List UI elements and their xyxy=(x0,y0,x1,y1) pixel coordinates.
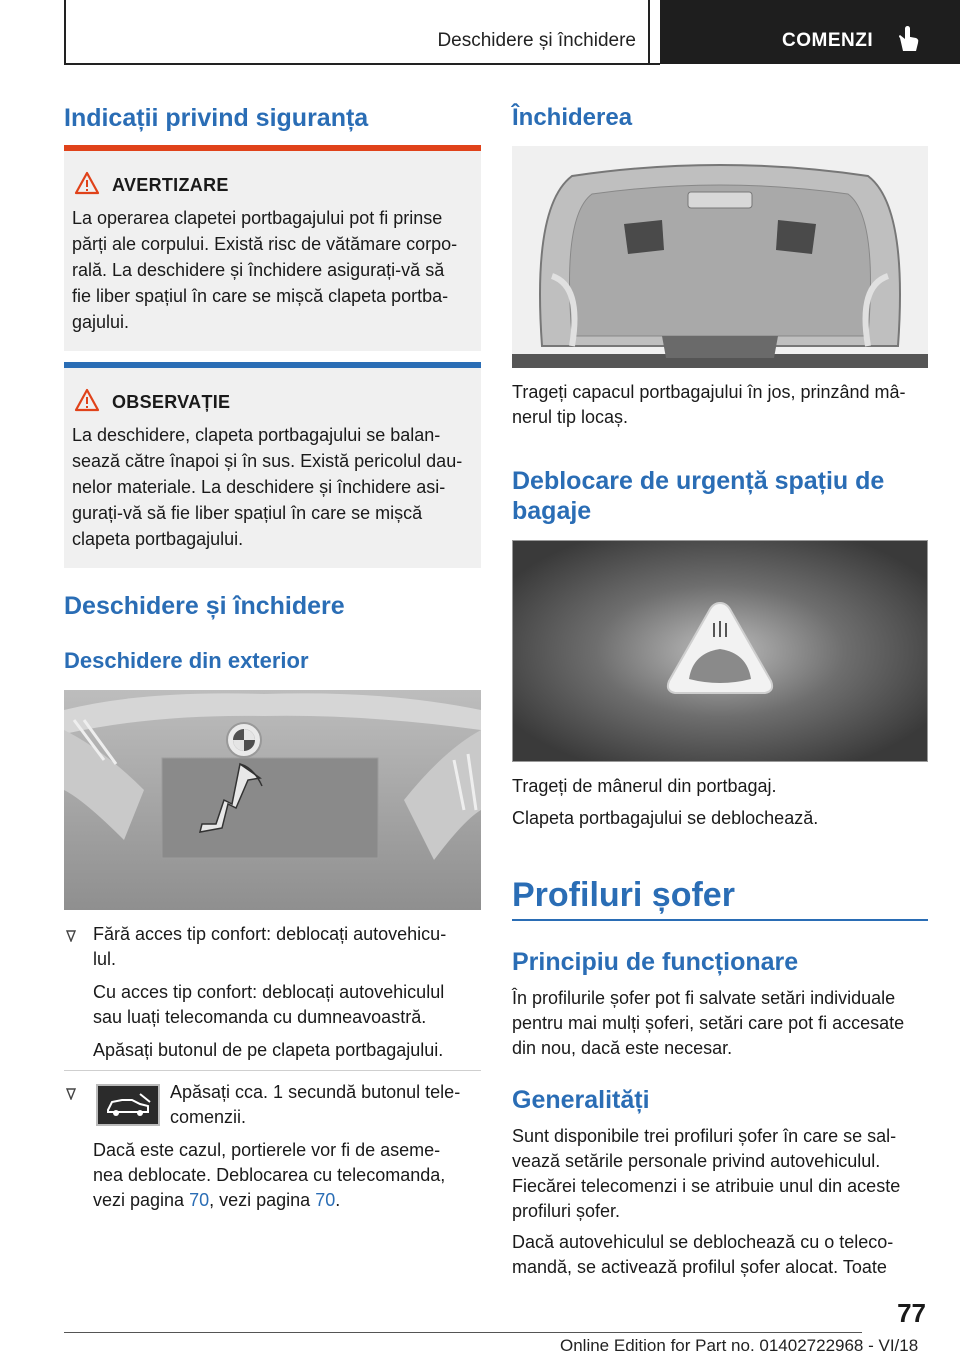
step1-line: Fără acces tip confort: deblocați autovehicu- xyxy=(93,924,447,944)
step2-line: comenzii. xyxy=(170,1107,247,1127)
principle-line: pentru mai mulți șoferi, setări care pot fi accesate xyxy=(512,1013,905,1033)
car-trunk-button-icon xyxy=(96,1084,160,1126)
notice-line: La deschidere, clapeta portbagajului se balan- xyxy=(72,425,441,445)
warning-bar xyxy=(64,145,481,151)
warning-line: rală. La deschidere și închidere asigurați-vă să xyxy=(72,260,445,280)
step1-sub-line: sau luați telecomanda cu dumneavoastră. xyxy=(93,1007,427,1027)
open-close-heading: Deschidere și închidere xyxy=(64,592,345,620)
warning-line: gajului. xyxy=(72,312,130,332)
remote-paragraph-line: Dacă este cazul, portierele vor fi de aseme- xyxy=(93,1140,441,1160)
principle-line: din nou, dacă este necesar. xyxy=(512,1038,733,1058)
principle-line: În profilurile șofer pot fi salvate setări individuale xyxy=(512,988,896,1008)
hand-pointer-icon xyxy=(894,24,922,54)
general-line: Dacă autovehiculul se deblochează cu o teleco- xyxy=(512,1232,894,1252)
header-chapter-tab[interactable] xyxy=(660,0,960,64)
warning-line: La operarea clapetei portbagajului pot fi prinse xyxy=(72,208,443,228)
warning-line: părți ale corpului. Există risc de vătămare corpo- xyxy=(72,234,458,254)
trunk-lid-interior-illustration xyxy=(512,146,928,368)
trunk-exterior-illustration xyxy=(64,690,481,910)
step1-sub-line: Apăsați butonul de pe clapeta portbagajului. xyxy=(93,1040,444,1060)
emergency-release-illustration xyxy=(512,540,928,762)
emergency-heading xyxy=(512,466,884,526)
step-arrow-icon xyxy=(66,930,76,942)
general-text-1 xyxy=(512,1124,932,1224)
closing-line: nerul tip locaș. xyxy=(512,407,629,427)
step1-text xyxy=(93,922,479,1063)
page-header xyxy=(0,0,960,66)
general-line: profiluri șofer. xyxy=(512,1201,621,1221)
footer-rule xyxy=(64,1332,862,1333)
warning-text xyxy=(72,205,476,335)
emergency-heading-line: bagaje xyxy=(512,497,592,525)
page-link[interactable]: 70 xyxy=(189,1190,210,1210)
page-number: 77 xyxy=(897,1298,926,1328)
profiles-heading: Profiluri șofer xyxy=(512,876,735,914)
principle-heading: Principiu de funcționare xyxy=(512,948,799,976)
notice-text xyxy=(72,422,476,552)
warning-box xyxy=(64,145,481,351)
closing-text xyxy=(512,380,930,430)
notice-triangle-icon xyxy=(74,388,100,412)
remote-paragraph-line: nea deblocate. Deblocarea cu telecomanda, xyxy=(93,1165,446,1185)
general-text-2 xyxy=(512,1230,932,1280)
step-divider xyxy=(64,1070,481,1071)
emergency-text-2: Clapeta portbagajului se deblochează. xyxy=(512,808,819,828)
closing-heading: Închiderea xyxy=(512,104,633,131)
header-bottom-rule xyxy=(64,63,660,65)
principle-text xyxy=(512,986,932,1061)
header-left-rule xyxy=(64,0,66,64)
header-chapter-label: COMENZI xyxy=(782,30,874,51)
step2-text xyxy=(170,1080,480,1130)
notice-box xyxy=(64,362,481,568)
warning-triangle-icon xyxy=(74,171,100,195)
notice-line: nelor materiale. La deschidere și închidere asi- xyxy=(72,477,446,497)
notice-title: OBSERVAȚIE xyxy=(112,392,231,412)
general-heading: Generalități xyxy=(512,1086,650,1114)
remote-paragraph xyxy=(93,1138,481,1213)
text-span: vezi pagina xyxy=(93,1190,190,1210)
profiles-heading-rule xyxy=(512,919,928,921)
exterior-subheading: Deschidere din exterior xyxy=(64,648,309,673)
remote-paragraph-line xyxy=(93,1188,481,1213)
text-span: . xyxy=(335,1190,341,1210)
header-section-title: Deschidere și închidere xyxy=(437,30,636,51)
notice-line: clapeta portbagajului. xyxy=(72,529,244,549)
general-line: vează setările personale privind autovehiculul. xyxy=(512,1151,881,1171)
general-line: Sunt disponibile trei profiluri șofer în care se sal- xyxy=(512,1126,897,1146)
step1-sub-line: Cu acces tip confort: deblocați autovehiculul xyxy=(93,982,445,1002)
general-line: mandă, se activează profilul șofer alocat. Toate xyxy=(512,1257,887,1277)
notice-line: sează către înapoi și în sus. Există pericolul dau- xyxy=(72,451,463,471)
page-link[interactable]: 70 xyxy=(315,1190,336,1210)
emergency-heading-line: Deblocare de urgență spațiu de xyxy=(512,467,885,495)
step1-line: lul. xyxy=(93,949,117,969)
step-arrow-icon xyxy=(66,1088,76,1100)
notice-bar xyxy=(64,362,481,368)
closing-line: Trageți capacul portbagajului în jos, prinzând mâ- xyxy=(512,382,906,402)
warning-title: AVERTIZARE xyxy=(112,175,229,195)
general-line: Fiecărei telecomenzi i se atribuie unul din aceste xyxy=(512,1176,901,1196)
header-divider xyxy=(648,0,650,64)
notice-line: gurați-vă să fie liber spațiul în care se mișcă xyxy=(72,503,423,523)
text-span: , vezi pagina xyxy=(209,1190,316,1210)
footer-edition: Online Edition for Part no. 01402722968 - VI/18 xyxy=(560,1336,919,1355)
emergency-text-1: Trageți de mânerul din portbagaj. xyxy=(512,776,777,796)
step2-line: Apăsați cca. 1 secundă butonul tele- xyxy=(170,1082,461,1102)
safety-heading: Indicații privind siguranța xyxy=(64,104,369,132)
warning-line: fie liber spațiul în care se mișcă clapeta portba- xyxy=(72,286,449,306)
